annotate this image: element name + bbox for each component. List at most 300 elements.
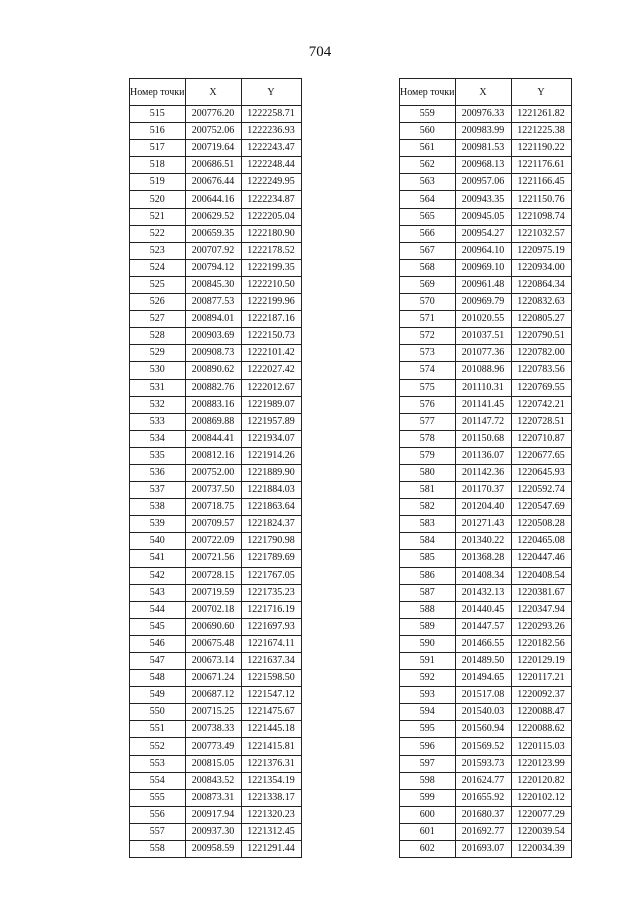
cell-x: 201150.68: [455, 430, 511, 447]
cell-x: 200843.52: [185, 772, 241, 789]
cell-x: 201432.13: [455, 584, 511, 601]
cell-y: 1222199.96: [241, 294, 301, 311]
table-body: [130, 106, 302, 858]
table-row: [400, 464, 572, 481]
cell-point-number: 526: [130, 294, 186, 311]
cell-x: 200883.16: [185, 396, 241, 413]
table-row: [400, 276, 572, 293]
cell-y: 1220182.56: [511, 635, 571, 652]
table-row: [400, 430, 572, 447]
table-row: [130, 157, 302, 174]
cell-point-number: 601: [400, 823, 456, 840]
table-row: [400, 482, 572, 499]
cell-point-number: 592: [400, 670, 456, 687]
cell-x: 201680.37: [455, 806, 511, 823]
cell-y: 1220864.34: [511, 276, 571, 293]
cell-x: 201088.96: [455, 362, 511, 379]
cell-point-number: 539: [130, 516, 186, 533]
cell-point-number: 562: [400, 157, 456, 174]
cell-y: 1222234.87: [241, 191, 301, 208]
table-row: [130, 841, 302, 858]
cell-x: 200776.20: [185, 106, 241, 123]
cell-x: 201340.22: [455, 533, 511, 550]
cell-y: 1220077.29: [511, 806, 571, 823]
table-row: [130, 635, 302, 652]
cell-x: 201540.03: [455, 704, 511, 721]
cell-y: 1220088.62: [511, 721, 571, 738]
table-row: [400, 123, 572, 140]
cell-y: 1221150.76: [511, 191, 571, 208]
table-row: [400, 601, 572, 618]
cell-y: 1220347.94: [511, 601, 571, 618]
cell-y: 1220769.55: [511, 379, 571, 396]
cell-x: 200845.30: [185, 276, 241, 293]
cell-point-number: 549: [130, 687, 186, 704]
cell-point-number: 577: [400, 413, 456, 430]
table-row: [130, 413, 302, 430]
cell-x: 200945.05: [455, 208, 511, 225]
cell-x: 200715.25: [185, 704, 241, 721]
table-row: [400, 550, 572, 567]
cell-x: 200722.09: [185, 533, 241, 550]
cell-x: 201569.52: [455, 738, 511, 755]
table-row: [400, 687, 572, 704]
cell-x: 200844.41: [185, 430, 241, 447]
table-row: [400, 225, 572, 242]
cell-x: 200958.59: [185, 841, 241, 858]
cell-y: 1221320.23: [241, 806, 301, 823]
table-row: [400, 191, 572, 208]
cell-point-number: 529: [130, 345, 186, 362]
cell-x: 201408.34: [455, 567, 511, 584]
table-row: [130, 755, 302, 772]
cell-x: 200686.51: [185, 157, 241, 174]
cell-point-number: 593: [400, 687, 456, 704]
table-row: [130, 533, 302, 550]
cell-x: 201517.08: [455, 687, 511, 704]
cell-point-number: 563: [400, 174, 456, 191]
cell-y: 1221989.07: [241, 396, 301, 413]
cell-x: 200673.14: [185, 653, 241, 670]
cell-y: 1221098.74: [511, 208, 571, 225]
cell-x: 200644.16: [185, 191, 241, 208]
cell-y: 1221166.45: [511, 174, 571, 191]
cell-x: 200894.01: [185, 311, 241, 328]
cell-y: 1221934.07: [241, 430, 301, 447]
cell-y: 1222150.73: [241, 328, 301, 345]
cell-y: 1222248.44: [241, 157, 301, 174]
table-row: [130, 242, 302, 259]
cell-x: 201447.57: [455, 618, 511, 635]
table-row: [130, 191, 302, 208]
header-x: X: [455, 79, 511, 106]
table-row: [400, 174, 572, 191]
table-row: [130, 516, 302, 533]
cell-y: 1221914.26: [241, 447, 301, 464]
cell-point-number: 547: [130, 653, 186, 670]
cell-y: 1221376.31: [241, 755, 301, 772]
cell-point-number: 537: [130, 482, 186, 499]
cell-point-number: 569: [400, 276, 456, 293]
cell-point-number: 546: [130, 635, 186, 652]
cell-x: 201077.36: [455, 345, 511, 362]
cell-point-number: 595: [400, 721, 456, 738]
cell-y: 1220975.19: [511, 242, 571, 259]
cell-point-number: 597: [400, 755, 456, 772]
table-body: [400, 106, 572, 858]
cell-point-number: 584: [400, 533, 456, 550]
cell-y: 1220832.63: [511, 294, 571, 311]
cell-y: 1221225.38: [511, 123, 571, 140]
table-row: [400, 618, 572, 635]
cell-point-number: 519: [130, 174, 186, 191]
cell-point-number: 527: [130, 311, 186, 328]
cell-x: 200718.75: [185, 499, 241, 516]
cell-point-number: 533: [130, 413, 186, 430]
cell-point-number: 566: [400, 225, 456, 242]
header-x: X: [185, 79, 241, 106]
cell-y: 1220447.46: [511, 550, 571, 567]
table-row: [400, 806, 572, 823]
table-row: [400, 584, 572, 601]
cell-y: 1221475.67: [241, 704, 301, 721]
table-row: [400, 704, 572, 721]
cell-point-number: 560: [400, 123, 456, 140]
cell-x: 200981.53: [455, 140, 511, 157]
cell-point-number: 585: [400, 550, 456, 567]
table-row: [130, 618, 302, 635]
cell-point-number: 531: [130, 379, 186, 396]
cell-y: 1222187.16: [241, 311, 301, 328]
cell-y: 1220381.67: [511, 584, 571, 601]
cell-point-number: 551: [130, 721, 186, 738]
cell-y: 1222236.93: [241, 123, 301, 140]
cell-x: 200721.56: [185, 550, 241, 567]
table-row: [400, 516, 572, 533]
table-row: [400, 635, 572, 652]
table-row: [400, 499, 572, 516]
cell-y: 1220592.74: [511, 482, 571, 499]
table-row: [130, 687, 302, 704]
cell-x: 200629.52: [185, 208, 241, 225]
table-row: [130, 396, 302, 413]
table-row: [130, 789, 302, 806]
table-row: [130, 362, 302, 379]
table-row: [400, 362, 572, 379]
cell-point-number: 580: [400, 464, 456, 481]
cell-y: 1222210.50: [241, 276, 301, 293]
cell-point-number: 556: [130, 806, 186, 823]
table-row: [130, 601, 302, 618]
cell-y: 1220934.00: [511, 259, 571, 276]
table-row: [130, 328, 302, 345]
header-point-number: Номер точки: [400, 79, 456, 106]
table-row: [130, 208, 302, 225]
cell-y: 1222205.04: [241, 208, 301, 225]
cell-y: 1220102.12: [511, 789, 571, 806]
cell-point-number: 600: [400, 806, 456, 823]
cell-y: 1221261.82: [511, 106, 571, 123]
table-row: [400, 670, 572, 687]
coordinates-table-right: [399, 78, 572, 858]
cell-x: 201368.28: [455, 550, 511, 567]
cell-x: 200917.94: [185, 806, 241, 823]
table-row: [400, 567, 572, 584]
cell-point-number: 554: [130, 772, 186, 789]
cell-y: 1221884.03: [241, 482, 301, 499]
cell-x: 200690.60: [185, 618, 241, 635]
cell-point-number: 543: [130, 584, 186, 601]
cell-x: 200873.31: [185, 789, 241, 806]
cell-point-number: 581: [400, 482, 456, 499]
cell-x: 201692.77: [455, 823, 511, 840]
cell-point-number: 591: [400, 653, 456, 670]
cell-x: 201170.37: [455, 482, 511, 499]
cell-x: 200957.06: [455, 174, 511, 191]
cell-point-number: 579: [400, 447, 456, 464]
cell-y: 1222258.71: [241, 106, 301, 123]
table-row: [400, 653, 572, 670]
cell-point-number: 522: [130, 225, 186, 242]
cell-x: 201141.45: [455, 396, 511, 413]
cell-point-number: 536: [130, 464, 186, 481]
table-row: [130, 140, 302, 157]
header-y: Y: [511, 79, 571, 106]
cell-y: 1221291.44: [241, 841, 301, 858]
cell-y: 1220034.39: [511, 841, 571, 858]
cell-x: 200719.64: [185, 140, 241, 157]
table-row: [400, 379, 572, 396]
table-row: [400, 447, 572, 464]
cell-x: 201136.07: [455, 447, 511, 464]
cell-x: 200983.99: [455, 123, 511, 140]
cell-y: 1220123.99: [511, 755, 571, 772]
table-row: [130, 584, 302, 601]
cell-point-number: 534: [130, 430, 186, 447]
cell-x: 200890.62: [185, 362, 241, 379]
cell-point-number: 576: [400, 396, 456, 413]
cell-point-number: 599: [400, 789, 456, 806]
cell-x: 200869.88: [185, 413, 241, 430]
cell-y: 1220408.54: [511, 567, 571, 584]
cell-x: 200676.44: [185, 174, 241, 191]
cell-y: 1220782.00: [511, 345, 571, 362]
cell-y: 1220115.03: [511, 738, 571, 755]
table-row: [130, 738, 302, 755]
cell-x: 200812.16: [185, 447, 241, 464]
cell-x: 201624.77: [455, 772, 511, 789]
cell-y: 1220805.27: [511, 311, 571, 328]
cell-point-number: 558: [130, 841, 186, 858]
table-row: [130, 430, 302, 447]
cell-x: 200969.79: [455, 294, 511, 311]
cell-x: 200659.35: [185, 225, 241, 242]
cell-y: 1220129.19: [511, 653, 571, 670]
table-row: [400, 413, 572, 430]
cell-x: 200815.05: [185, 755, 241, 772]
cell-y: 1222012.67: [241, 379, 301, 396]
table-row: [130, 345, 302, 362]
table-row: [130, 550, 302, 567]
cell-x: 200964.10: [455, 242, 511, 259]
cell-point-number: 586: [400, 567, 456, 584]
cell-x: 200752.06: [185, 123, 241, 140]
cell-point-number: 572: [400, 328, 456, 345]
cell-y: 1220120.82: [511, 772, 571, 789]
cell-y: 1222199.35: [241, 259, 301, 276]
header-point-number: Номер точки: [130, 79, 186, 106]
cell-y: 1221190.22: [511, 140, 571, 157]
cell-y: 1221338.17: [241, 789, 301, 806]
cell-y: 1220547.69: [511, 499, 571, 516]
cell-point-number: 589: [400, 618, 456, 635]
table-row: [130, 311, 302, 328]
cell-x: 200707.92: [185, 242, 241, 259]
table-row: [130, 174, 302, 191]
cell-x: 201655.92: [455, 789, 511, 806]
table-row: [130, 482, 302, 499]
cell-x: 200903.69: [185, 328, 241, 345]
cell-y: 1221790.98: [241, 533, 301, 550]
table-row: [400, 345, 572, 362]
cell-y: 1220508.28: [511, 516, 571, 533]
cell-x: 201037.51: [455, 328, 511, 345]
table-row: [130, 276, 302, 293]
cell-point-number: 555: [130, 789, 186, 806]
cell-y: 1221598.50: [241, 670, 301, 687]
cell-y: 1221032.57: [511, 225, 571, 242]
cell-x: 200961.48: [455, 276, 511, 293]
cell-y: 1221735.23: [241, 584, 301, 601]
cell-point-number: 540: [130, 533, 186, 550]
cell-y: 1222178.52: [241, 242, 301, 259]
cell-y: 1221637.34: [241, 653, 301, 670]
table-row: [130, 464, 302, 481]
cell-y: 1220710.87: [511, 430, 571, 447]
cell-point-number: 542: [130, 567, 186, 584]
cell-y: 1222180.90: [241, 225, 301, 242]
cell-x: 200976.33: [455, 106, 511, 123]
cell-x: 200969.10: [455, 259, 511, 276]
cell-x: 201142.36: [455, 464, 511, 481]
cell-point-number: 515: [130, 106, 186, 123]
cell-point-number: 596: [400, 738, 456, 755]
table-row: [130, 653, 302, 670]
cell-point-number: 532: [130, 396, 186, 413]
cell-x: 200687.12: [185, 687, 241, 704]
table-row: [400, 755, 572, 772]
table-row: [130, 567, 302, 584]
cell-point-number: 541: [130, 550, 186, 567]
cell-x: 201560.94: [455, 721, 511, 738]
table-row: [400, 823, 572, 840]
cell-point-number: 571: [400, 311, 456, 328]
cell-y: 1221824.37: [241, 516, 301, 533]
table-row: [130, 123, 302, 140]
table-row: [400, 294, 572, 311]
cell-point-number: 568: [400, 259, 456, 276]
cell-y: 1220783.56: [511, 362, 571, 379]
cell-y: 1222249.95: [241, 174, 301, 191]
cell-x: 200882.76: [185, 379, 241, 396]
cell-point-number: 548: [130, 670, 186, 687]
cell-y: 1221697.93: [241, 618, 301, 635]
cell-y: 1221716.19: [241, 601, 301, 618]
cell-point-number: 578: [400, 430, 456, 447]
cell-point-number: 552: [130, 738, 186, 755]
cell-x: 201271.43: [455, 516, 511, 533]
cell-point-number: 525: [130, 276, 186, 293]
cell-point-number: 587: [400, 584, 456, 601]
cell-x: 200794.12: [185, 259, 241, 276]
table-row: [400, 242, 572, 259]
table-row: [400, 328, 572, 345]
cell-point-number: 553: [130, 755, 186, 772]
cell-x: 201693.07: [455, 841, 511, 858]
cell-x: 200675.48: [185, 635, 241, 652]
cell-point-number: 557: [130, 823, 186, 840]
table-row: [130, 772, 302, 789]
cell-point-number: 570: [400, 294, 456, 311]
cell-point-number: 588: [400, 601, 456, 618]
cell-point-number: 583: [400, 516, 456, 533]
cell-x: 200937.30: [185, 823, 241, 840]
table-row: [400, 841, 572, 858]
cell-y: 1220092.37: [511, 687, 571, 704]
table-row: [130, 823, 302, 840]
cell-point-number: 550: [130, 704, 186, 721]
cell-x: 200752.00: [185, 464, 241, 481]
cell-point-number: 559: [400, 106, 456, 123]
cell-x: 200738.33: [185, 721, 241, 738]
cell-point-number: 594: [400, 704, 456, 721]
table-row: [400, 208, 572, 225]
cell-y: 1220465.08: [511, 533, 571, 550]
cell-y: 1222027.42: [241, 362, 301, 379]
cell-point-number: 573: [400, 345, 456, 362]
cell-point-number: 528: [130, 328, 186, 345]
table-row: [400, 259, 572, 276]
table-row: [130, 294, 302, 311]
cell-x: 200709.57: [185, 516, 241, 533]
cell-point-number: 602: [400, 841, 456, 858]
cell-point-number: 590: [400, 635, 456, 652]
cell-point-number: 575: [400, 379, 456, 396]
cell-y: 1221863.64: [241, 499, 301, 516]
cell-y: 1220677.65: [511, 447, 571, 464]
cell-point-number: 538: [130, 499, 186, 516]
cell-x: 200737.50: [185, 482, 241, 499]
cell-x: 201440.45: [455, 601, 511, 618]
table-header-row: [400, 79, 572, 106]
table-row: [130, 379, 302, 396]
cell-x: 201020.55: [455, 311, 511, 328]
cell-y: 1220728.51: [511, 413, 571, 430]
table-row: [400, 772, 572, 789]
cell-x: 200671.24: [185, 670, 241, 687]
page-number: 704: [308, 44, 332, 60]
cell-y: 1220039.54: [511, 823, 571, 840]
cell-y: 1220790.51: [511, 328, 571, 345]
table-row: [400, 157, 572, 174]
coordinates-table-left: [129, 78, 302, 858]
table-row: [130, 225, 302, 242]
cell-point-number: 524: [130, 259, 186, 276]
cell-y: 1222101.42: [241, 345, 301, 362]
cell-x: 201466.55: [455, 635, 511, 652]
cell-x: 200908.73: [185, 345, 241, 362]
table-row: [130, 670, 302, 687]
